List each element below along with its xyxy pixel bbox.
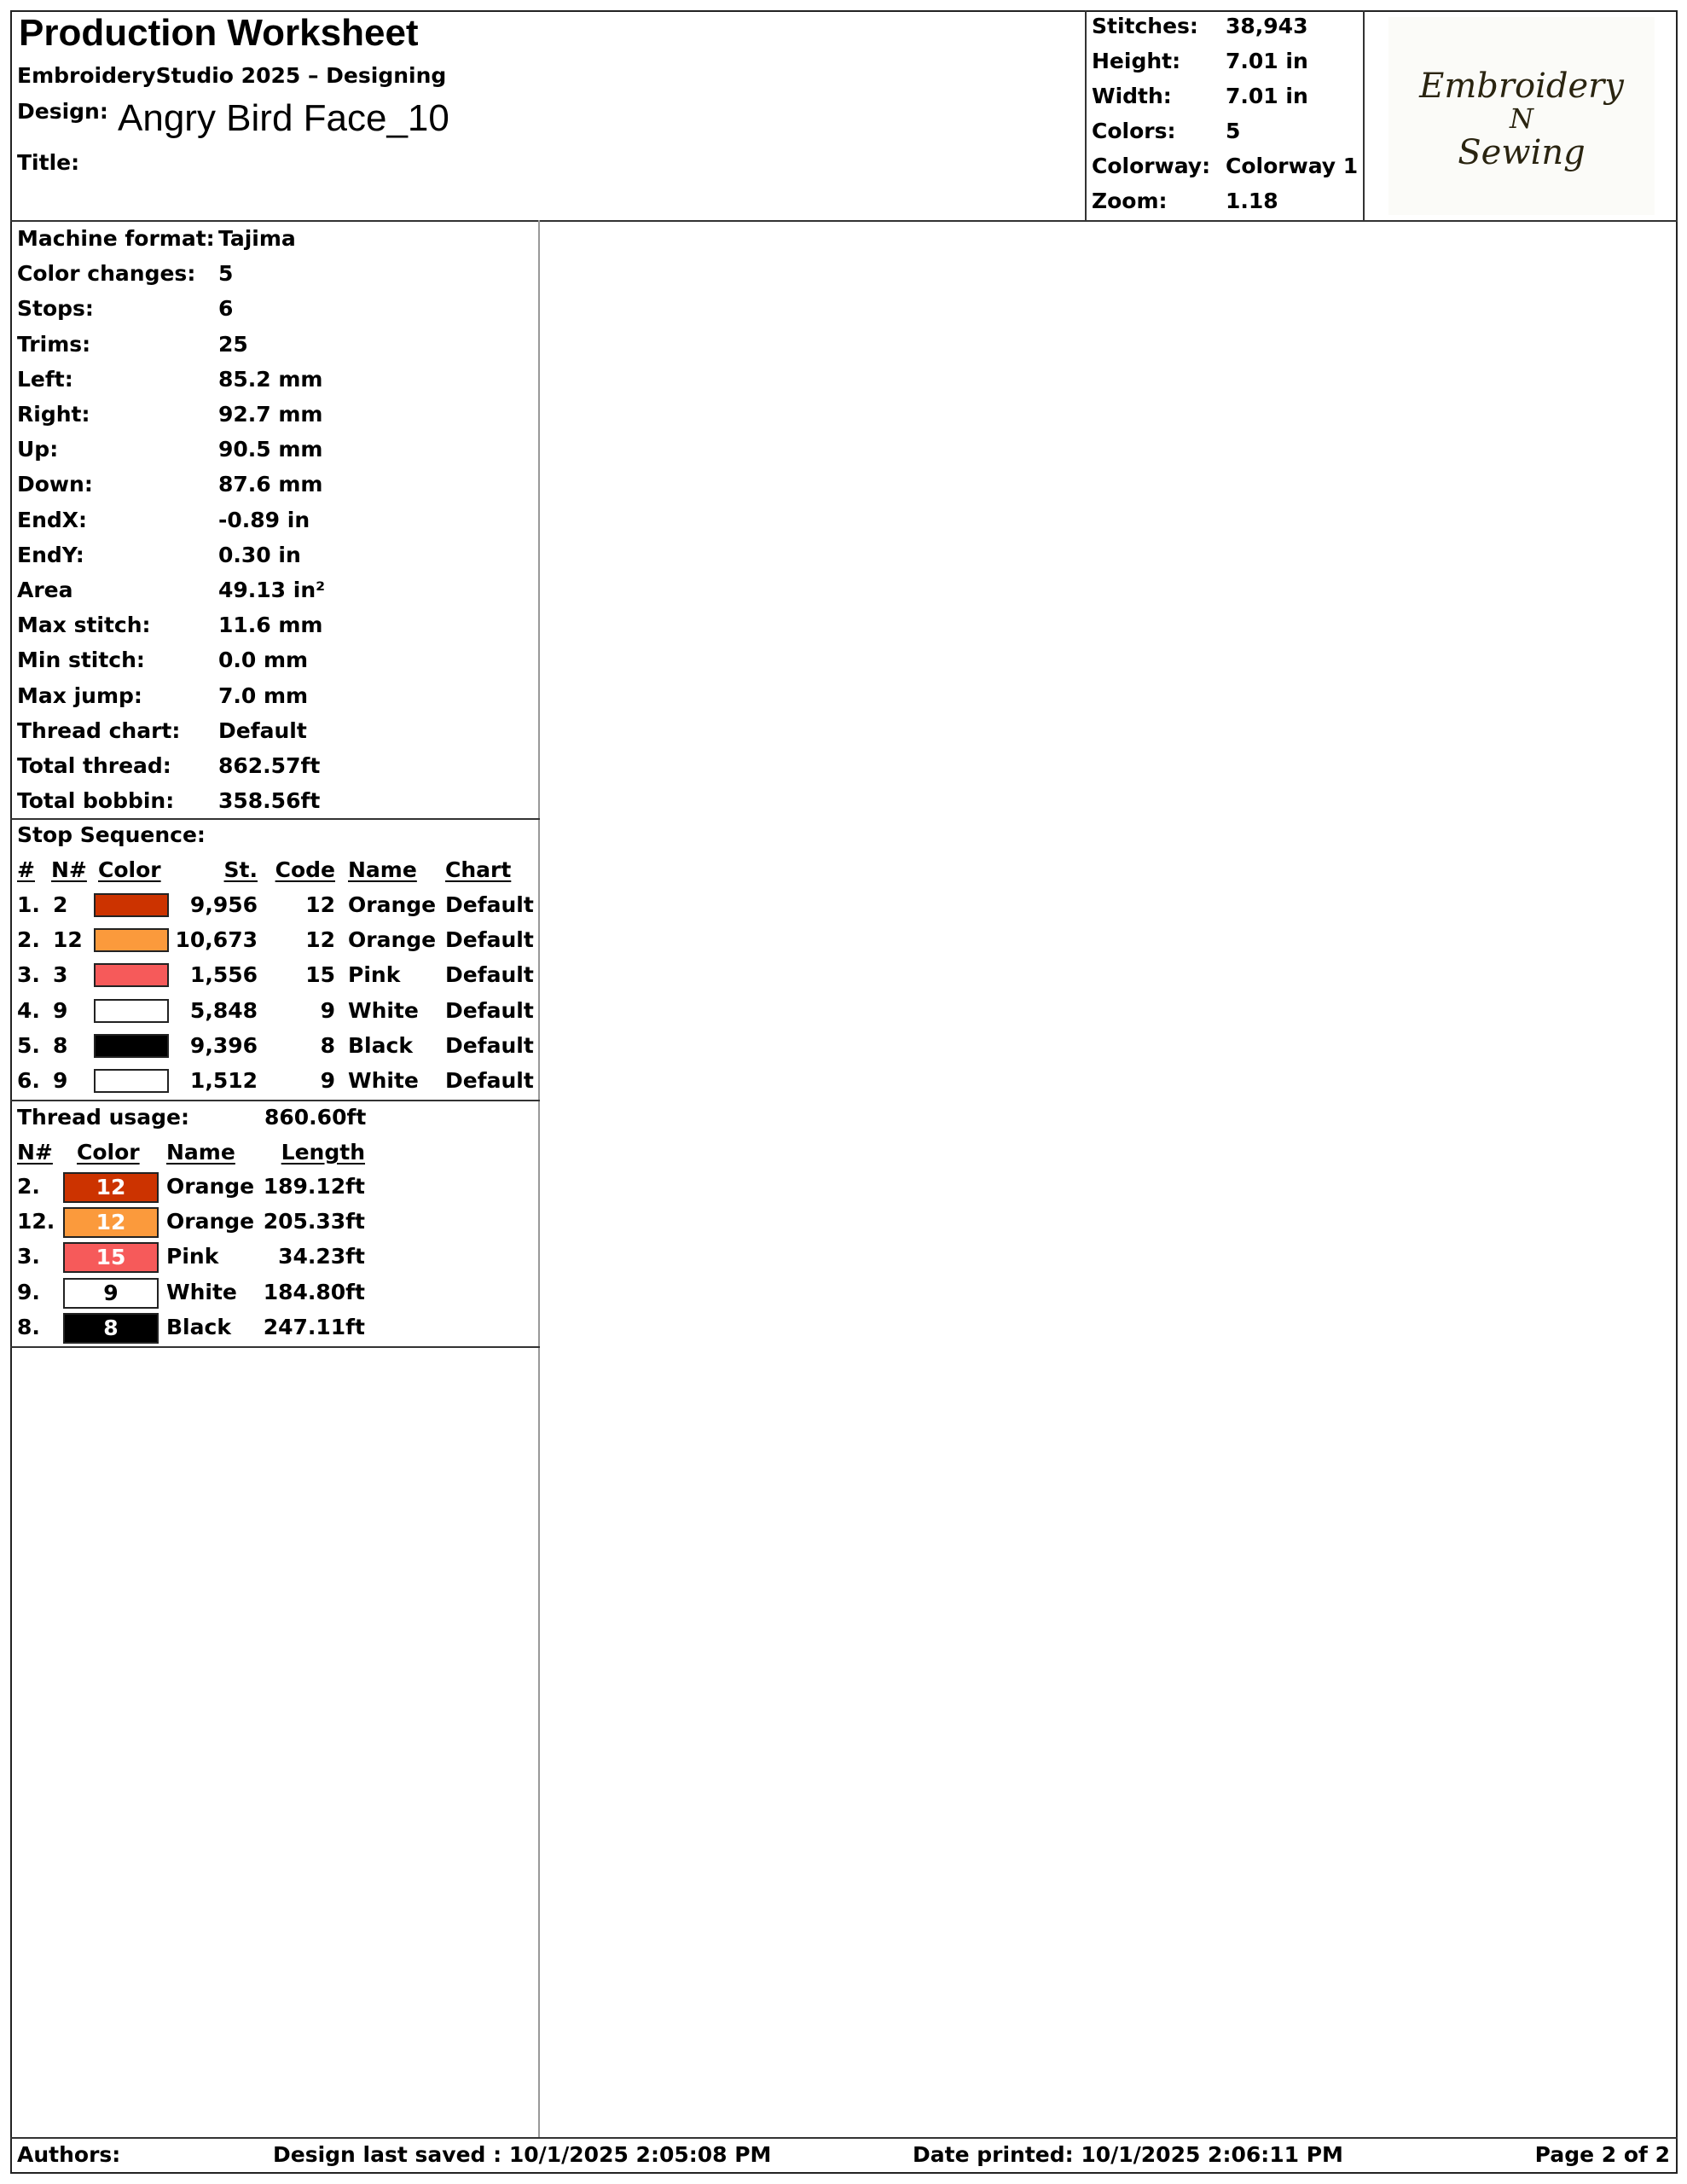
page-title: Production Worksheet <box>19 12 419 54</box>
stop-sequence-title: Stop Sequence: <box>17 822 206 847</box>
thread-name: Pink <box>166 1244 219 1269</box>
stop-num: 5. <box>17 1032 40 1058</box>
stop-code: 9 <box>320 997 335 1023</box>
info-value: 25 <box>218 331 248 357</box>
stop-needle: 12 <box>53 927 83 953</box>
info-divider-1 <box>10 818 540 820</box>
stop-chart: Default <box>445 927 534 953</box>
stat-value: 5 <box>1226 119 1241 143</box>
thread-name: Orange <box>166 1209 255 1234</box>
thread-length: 189.12ft <box>263 1174 365 1199</box>
info-value: 358.56ft <box>218 788 321 814</box>
info-label: EndX: <box>17 507 88 532</box>
thread-color-swatch: 12 <box>63 1172 159 1203</box>
info-value: 49.13 in² <box>218 578 326 602</box>
info-value: 5 <box>218 261 234 287</box>
stop-num: 6. <box>17 1068 40 1093</box>
stop-name: White <box>348 997 419 1023</box>
header-divider <box>10 220 1678 222</box>
thread-header-name: Name <box>166 1140 235 1165</box>
stat-label: Height: <box>1092 49 1181 73</box>
stop-num: 4. <box>17 997 40 1023</box>
logo <box>1388 17 1655 215</box>
stop-chart: Default <box>445 1032 534 1058</box>
stat-label: Zoom: <box>1092 189 1168 213</box>
stop-chart: Default <box>445 892 534 917</box>
info-value: 92.7 mm <box>218 402 323 427</box>
info-label: Thread chart: <box>17 717 181 743</box>
stat-value: Colorway 1 <box>1226 154 1359 178</box>
thread-length: 247.11ft <box>263 1314 365 1339</box>
info-value: 90.5 mm <box>218 437 323 462</box>
thread-usage-title: Thread usage: <box>17 1105 190 1130</box>
stat-label: Colorway: <box>1092 154 1211 178</box>
stat-label: Stitches: <box>1092 14 1198 38</box>
info-label: EndY: <box>17 542 84 567</box>
stat-label: Width: <box>1092 84 1172 108</box>
info-value: 6 <box>218 296 234 322</box>
info-column-divider <box>538 220 540 2137</box>
stop-header-n: N# <box>51 857 87 882</box>
worksheet-frame <box>10 10 1678 2174</box>
info-value: 7.0 mm <box>218 682 309 708</box>
stop-color-swatch <box>94 1069 169 1093</box>
stat-label: Colors: <box>1092 119 1176 143</box>
stop-needle: 9 <box>53 997 68 1023</box>
info-label: Trims: <box>17 331 91 357</box>
footer-page-number: Page 2 of 2 <box>1534 2142 1670 2167</box>
info-label: Down: <box>17 472 93 497</box>
stop-color-swatch <box>94 1034 169 1058</box>
thread-color-swatch: 12 <box>63 1207 159 1238</box>
stop-header-color: Color <box>98 857 161 882</box>
thread-name: White <box>166 1279 237 1304</box>
stop-name: White <box>348 1068 419 1093</box>
stop-stitches: 1,512 <box>189 1068 258 1093</box>
title-label: Title: <box>17 150 80 175</box>
stop-name: Black <box>348 1032 413 1058</box>
thread-color-swatch: 9 <box>63 1278 159 1309</box>
stop-stitches: 10,673 <box>175 927 258 953</box>
info-value: 87.6 mm <box>218 472 323 497</box>
thread-length: 184.80ft <box>263 1279 365 1304</box>
stop-chart: Default <box>445 962 534 988</box>
info-label: Total thread: <box>17 753 171 778</box>
info-value: 0.30 in <box>218 542 301 567</box>
stop-header-chart: Chart <box>445 857 512 882</box>
info-label: Right: <box>17 402 90 427</box>
stop-name: Pink <box>348 962 401 988</box>
stop-header-num: # <box>17 857 35 882</box>
thread-name: Black <box>166 1314 231 1339</box>
stop-stitches: 1,556 <box>189 962 258 988</box>
info-label: Min stitch: <box>17 648 145 673</box>
stop-num: 3. <box>17 962 40 988</box>
design-label: Design: <box>17 99 108 124</box>
info-value: 85.2 mm <box>218 366 323 392</box>
info-value: Tajima <box>218 226 296 251</box>
logo-line-1: Embroidery <box>1419 67 1624 106</box>
stop-num: 1. <box>17 892 40 917</box>
info-label: Area <box>17 578 73 602</box>
stop-stitches: 9,396 <box>189 1032 258 1058</box>
info-label: Machine format: <box>17 226 215 251</box>
stop-color-swatch <box>94 893 169 917</box>
footer-divider <box>10 2137 1678 2139</box>
stop-color-swatch <box>94 963 169 987</box>
info-label: Left: <box>17 366 73 392</box>
stop-needle: 2 <box>53 892 68 917</box>
stop-stitches: 9,956 <box>189 892 258 917</box>
stat-value: 7.01 in <box>1226 84 1308 108</box>
thread-usage-total: 860.60ft <box>264 1105 367 1130</box>
logo-line-3: Sewing <box>1458 133 1586 172</box>
stop-needle: 3 <box>53 962 68 988</box>
thread-needle: 8. <box>17 1314 40 1339</box>
footer-authors: Authors: <box>17 2142 121 2167</box>
info-value: 0.0 mm <box>218 648 309 673</box>
stop-header-name: Name <box>348 857 417 882</box>
software-label: EmbroideryStudio 2025 – Designing <box>17 63 447 88</box>
footer-last-saved: Design last saved : 10/1/2025 2:05:08 PM <box>273 2142 772 2167</box>
stop-chart: Default <box>445 997 534 1023</box>
info-value: 11.6 mm <box>218 613 323 638</box>
stop-code: 12 <box>305 892 335 917</box>
stop-needle: 8 <box>53 1032 68 1058</box>
stop-num: 2. <box>17 927 40 953</box>
info-label: Up: <box>17 437 59 462</box>
thread-header-color: Color <box>77 1140 140 1165</box>
thread-length: 205.33ft <box>263 1209 365 1234</box>
stop-stitches: 5,848 <box>189 997 258 1023</box>
stats-divider-left <box>1085 10 1087 220</box>
logo-line-2: N <box>1510 102 1533 135</box>
stop-name: Orange <box>348 927 437 953</box>
thread-needle: 2. <box>17 1174 40 1199</box>
stat-value: 1.18 <box>1226 189 1278 213</box>
info-label: Color changes: <box>17 261 196 287</box>
stat-value: 7.01 in <box>1226 49 1308 73</box>
info-value: Default <box>218 717 307 743</box>
stop-code: 12 <box>305 927 335 953</box>
design-name: Angry Bird Face_10 <box>118 97 449 139</box>
thread-needle: 12. <box>17 1209 55 1234</box>
info-label: Total bobbin: <box>17 788 175 814</box>
thread-needle: 3. <box>17 1244 40 1269</box>
stop-color-swatch <box>94 928 169 952</box>
thread-needle: 9. <box>17 1279 40 1304</box>
info-label: Max jump: <box>17 682 142 708</box>
info-label: Max stitch: <box>17 613 151 638</box>
stop-color-swatch <box>94 999 169 1023</box>
thread-color-swatch: 8 <box>63 1313 159 1344</box>
info-value: 862.57ft <box>218 753 321 778</box>
stop-code: 15 <box>305 962 335 988</box>
info-value: -0.89 in <box>218 507 310 532</box>
footer-date-printed: Date printed: 10/1/2025 2:06:11 PM <box>913 2142 1343 2167</box>
info-divider-2 <box>10 1100 540 1101</box>
info-label: Stops: <box>17 296 94 322</box>
thread-header-length: Length <box>281 1140 365 1165</box>
stop-needle: 9 <box>53 1068 68 1093</box>
stop-code: 9 <box>320 1068 335 1093</box>
stop-chart: Default <box>445 1068 534 1093</box>
stop-header-st: St. <box>223 857 258 882</box>
thread-name: Orange <box>166 1174 255 1199</box>
stop-code: 8 <box>320 1032 335 1058</box>
thread-color-swatch: 15 <box>63 1242 159 1273</box>
thread-length: 34.23ft <box>278 1244 365 1269</box>
info-divider-3 <box>10 1346 540 1348</box>
stop-header-code: Code <box>275 857 335 882</box>
thread-header-n: N# <box>17 1140 53 1165</box>
stat-value: 38,943 <box>1226 14 1308 38</box>
stop-name: Orange <box>348 892 437 917</box>
stats-divider-right <box>1363 10 1365 220</box>
